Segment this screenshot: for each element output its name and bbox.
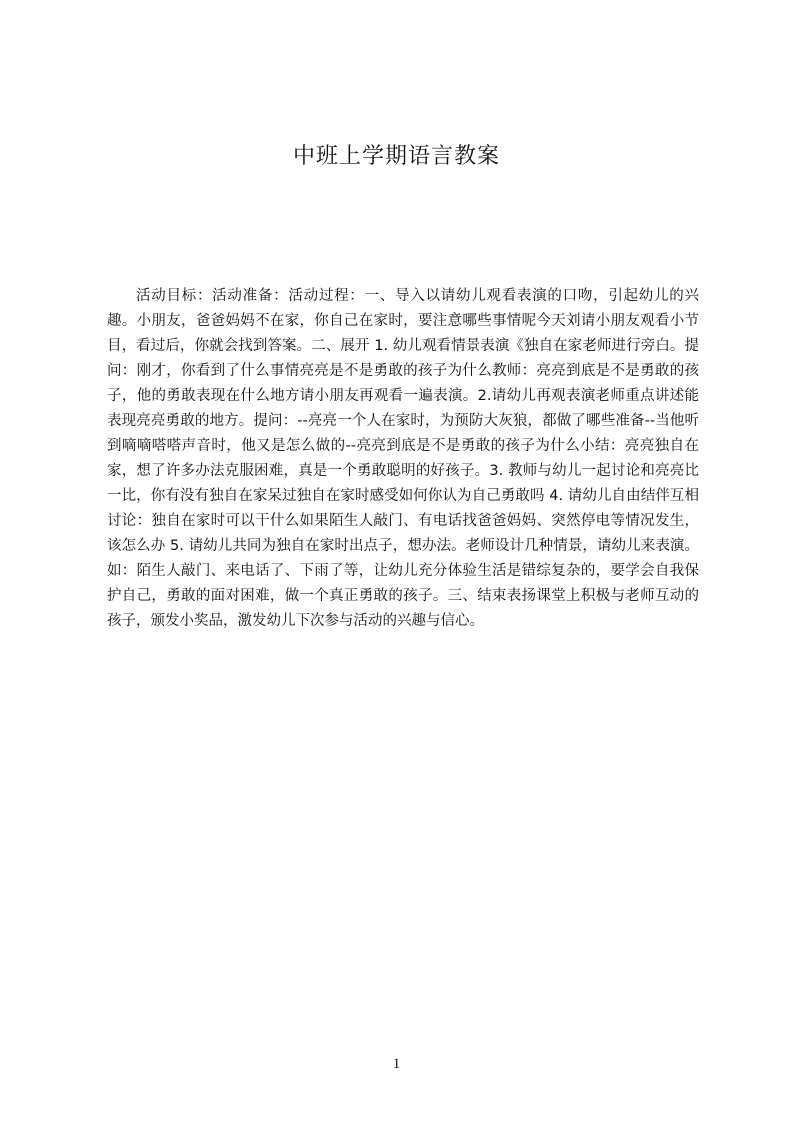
document-title: 中班上学期语言教案 — [292, 144, 500, 169]
page-number: 1 — [392, 1056, 401, 1072]
body-paragraph: 活动目标：活动准备：活动过程：一、导入以请幼儿观看表演的口吻，引起幼儿的兴趣。小朋友，爸爸妈妈不在家，你自己在家时，要注意哪些事情呢今天刘请小朋友观看小节目，看过后，你就会找到答案。二、展开 1. 幼儿观看情景表演《独自在家老师进行旁白。提问：刚才，你看到了什么事情亮亮是不是勇敢的孩子为什么教师：亮亮到底是不是勇敢的孩子，他的勇敢表现在什么地方请小朋友再观看一遍表演。2.请幼儿再观表演老师重点讲述能表现亮亮勇敢的地方。提问：--亮亮一个人在家时，为预防大灰狼，都做了哪些准备--当他听到嘀嘀嗒嗒声音时，他又是怎么做的--亮亮到底是不是勇敢的孩子为什么小结：亮亮独自在家，想了许多办法克服困难，真是一个勇敢聪明的好孩子。3. 教师与幼儿一起讨论和亮亮比一比，你有没有独自在家呆过独自在家时感受如何你认为自己勇敢吗 4. 请幼儿自由结伴互相讨论：独自在家时可以干什么如果陌生人敲门、有电话找爸爸妈妈、突然停电等情况发生，该怎么办 5. 请幼儿共同为独自在家时出点子，想办法。老师设计几种情景，请幼儿来表演。如：陌生人敲门、来电话了、下雨了等，让幼儿充分体验生活是错综复杂的，要学会自我保护自己，勇敢的面对困难，做一个真正勇敢的孩子。三、结束表扬课堂上积极与老师互动的孩子，颁发小奖品，激发幼儿下次参与活动的兴趣与信心。 — [107, 288, 699, 629]
